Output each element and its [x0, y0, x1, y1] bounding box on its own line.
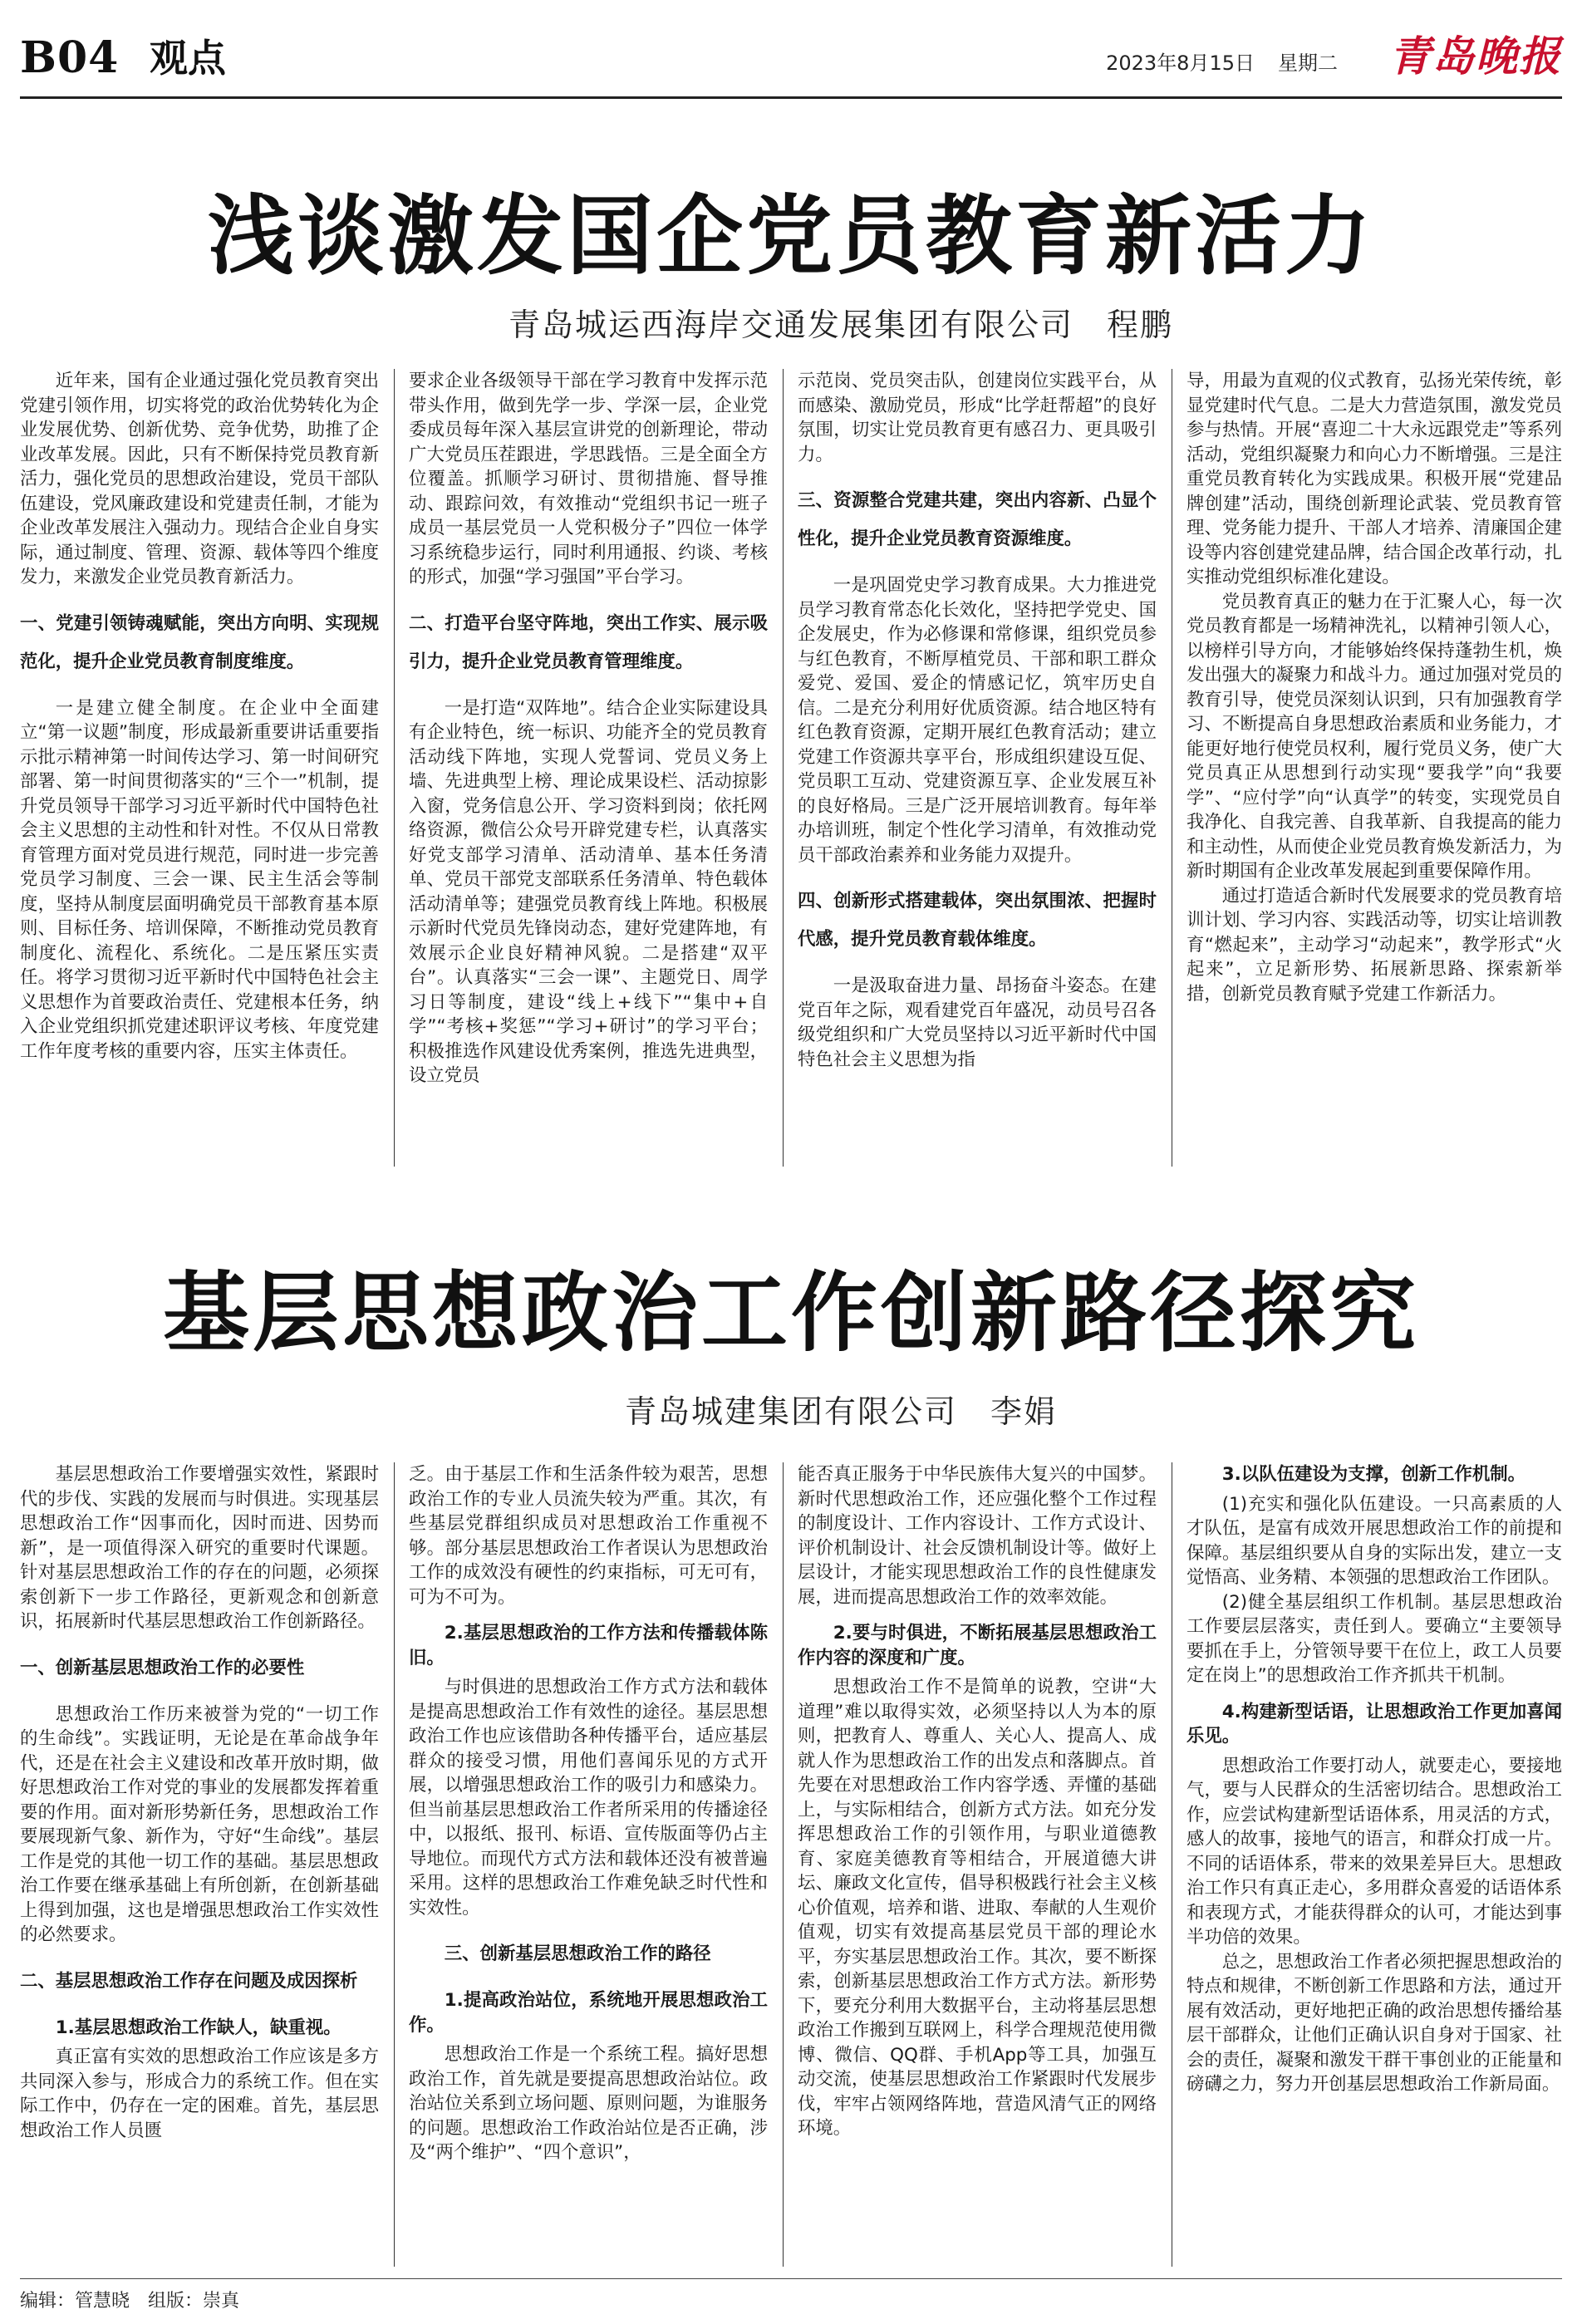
paragraph: 一是巩固党史学习教育成果。大力推进党员学习教育常态化长效化，坚持把学党史、国企发展史，作为必修课和常修课，组织党员参与红色教育，不断厚植党员、干部和职工群众爱党、爱国、爱企的情感记忆，筑牢历史自信。二是充分利用好优质资源。结合地区特有红色教育资源，定期开展红色教育活动；建立党建工作资源共享平台，形成组织建设互促、党员职工互动、党建资源互享、企业发展互补的良好格局。三是广泛开展培训教育。每年举办培训班，制定个性化学习清单，有效推动党员干部政治素养和业务能力双提升。: [798, 575, 1157, 866]
section-heading: 三、创新基层思想政治工作的路径: [444, 1943, 711, 1964]
section-heading: 四、创新形式搭建载体，突出氛围浓、把握时代感，提升党员教育载体维度。: [798, 891, 1157, 950]
page-code: B04: [20, 32, 120, 83]
paragraph: 一是打造“双阵地”。结合企业实际建设具有企业特色，统一标识、功能齐全的党员教育活动线下阵地，实现人党誓词、党员义务上墙、先进典型上榜、理论成果设栏、活动掠影入窗，党务信息公开、学习资料到岗；依托网络资源，微信公众号开辟党建专栏，认真落实好党支部学习清单、活动清单、基本任务清单、党员干部党支部联系任务清单、特色载体活动清单等；建强党员教育线上阵地。积极展示新时代党员先锋岗动态，建好党建阵地，有效展示企业良好精神风貌。二是搭建“双平台”。认真落实“三会一课”、主题党日、周学习日等制度，建设“线上+线下”“集中+自学”“考核+奖惩”“学习+研讨”的学习平台；积极推选作风建设优秀案例，推选先进典型，设立党员: [409, 697, 768, 1086]
section-heading: 一、党建引领铸魂赋能，突出方向明、实现规范化，提升企业党员教育制度维度。: [20, 612, 379, 672]
page-weekday: 星期二: [1278, 52, 1338, 75]
article1-column-2: [409, 369, 768, 1167]
paragraph: 真正富有实效的思想政治工作应该是多方共同深入参与，形成合力的系统工作。但在实际工作中，仍存在一定的困难。首先，基层思想政治工作人员匮: [20, 2046, 379, 2141]
subsection-heading: 3.以队伍建设为支撑，创新工作机制。: [1221, 1464, 1526, 1485]
masthead: [20, 28, 1562, 105]
masthead-rule: [20, 96, 1562, 99]
footer-credits: 编辑：管慧晓 组版：崇真: [20, 2291, 240, 2312]
subsection-heading: 4.构建新型话语，让思想政治工作更加喜闻乐见。: [1186, 1701, 1562, 1747]
article1-byline: 青岛城运西海岸交通发展集团有限公司 程鹏: [508, 307, 1173, 343]
article2-column-1: [20, 1462, 379, 2267]
paragraph: 思想政治工作是一个系统工程。搞好思想政治工作，首先就是要提高思想政治站位。政治站位关系到立场问题、原则问题，为谁服务的问题。思想政治工作政治站位是否正确，涉及“两个维护”、“四个意识”，: [409, 2044, 768, 2163]
subsection-heading: 1.提高政治站位，系统地开展思想政治工作。: [409, 1990, 768, 2036]
paragraph: 与时俱进的思想政治工作方式方法和载体是提高思想政治工作有效性的途径。基层思想政治工作也应该借助各种传播平台，适应基层群众的接受习惯，用他们喜闻乐见的方式开展，以增强思想政治工作的吸引力和感染力。但当前基层思想政治工作者所采用的传播途径中，以报纸、报刊、标语、宣传版面等仍占主导地位。而现代方式方法和载体还没有被普遍采用。这样的思想政治工作难免缺乏时代性和实效性。: [409, 1677, 768, 1919]
paragraph: 一是汲取奋进力量、昂扬奋斗姿态。在建党百年之际，观看建党百年盛况，动员号召各级党组织和广大党员坚持以习近平新时代中国特色社会主义思想为指: [798, 975, 1157, 1070]
subsection-heading: 1.基层思想政治工作缺人，缺重视。: [55, 2017, 341, 2038]
article1-column-4: [1186, 369, 1562, 1167]
paragraph: 示范岗、党员突击队，创建岗位实践平台，从而感染、激励党员，形成“比学赶帮超”的良好氛围，切实让党员教育更有感召力、更具吸引力。: [798, 371, 1157, 465]
article2-column-2: [409, 1462, 768, 2267]
article2-byline: 青岛城建集团有限公司 李娟: [624, 1393, 1057, 1430]
paragraph: 乏。由于基层工作和生活条件较为艰苦，思想政治工作的专业人员流失较为严重。其次，有些基层党群组织成员对思想政治工作重视不够。部分基层思想政治工作者误认为思想政治工作的成效没有硬性的约束指标，可无可有，可为不可为。: [409, 1464, 768, 1608]
column-divider: [783, 1462, 784, 2267]
section-heading: 二、基层思想政治工作存在问题及成因探析: [20, 1970, 358, 1992]
paragraph: 基层思想政治工作要增强实效性，紧跟时代的步伐、实践的发展而与时俱进。实现基层思想政治工作“因事而化，因时而进、因势而新”，是一项值得深入研究的重要时代课题。针对基层思想政治工作的存在的问题，必须探索创新下一步工作路径，更新观念和创新意识，拓展新时代基层思想政治工作创新路径。: [20, 1464, 379, 1632]
column-divider: [394, 1462, 395, 2267]
column-divider: [394, 369, 395, 1167]
section-heading: 一、创新基层思想政治工作的必要性: [20, 1657, 305, 1678]
footer-rule: [20, 2278, 1562, 2279]
page-section: 观点: [150, 36, 226, 81]
subsection-heading: 2.要与时俱进，不断拓展基层思想政治工作内容的深度和广度。: [798, 1623, 1157, 1668]
paragraph: 党员教育真正的魅力在于汇聚人心，每一次党员教育都是一场精神洗礼，以精神引领人心，以榜样引导方向，才能够始终保持蓬勃生机，焕发出强大的凝聚力和战斗力。通过加强对党员的教育引导，使党员深刻认识到，只有加强教育学习、不断提高自身思想政治素质和业务能力，才能更好地行使党员权利，履行党员义务，使广大党员真正从思想到行动实现“要我学”向“我要学”、“应付学”向“认真学”的转变，实现党员自我净化、自我完善、自我革新、自我提高的能力和主动性，从而使企业党员教育焕发新活力，为新时期国有企业改革发展起到重要保障作用。: [1186, 591, 1562, 882]
paragraph: 一是建立健全制度。在企业中全面建立“第一议题”制度，形成最新重要讲话重要指示批示精神第一时间传达学习、第一时间研究部署、第一时间贯彻落实的“三个一”机制，提升党员领导干部学习习近平新时代中国特色社会主义思想的主动性和针对性。不仅从日常教育管理方面对党员进行规范，同时进一步完善党员学习制度、三会一课、民主生活会等制度，坚持从制度层面明确党员干部教育基本原则、目标任务、培训保障，不断推动党员教育制度化、流程化、系统化。二是压紧压实责任。将学习贯彻习近平新时代中国特色社会主义思想作为首要政治责任、党建根本任务，纳入企业党组织抓党建述职评议考核、年度党建工作年度考核的重要内容，压实主体责任。: [20, 697, 379, 1062]
paragraph: (2)健全基层组织工作机制。基层思想政治工作要层层落实，责任到人。要确立“主要领导要抓在手上，分管领导要干在位上，政工人员要定在岗上”的思想政治工作齐抓共干机制。: [1186, 1591, 1562, 1686]
paragraph: 能否真正服务于中华民族伟大复兴的中国梦。新时代思想政治工作，还应强化整个工作过程的制度设计、工作内容设计、工作方式设计、评价机制设计、社会反馈机制设计等。做好上层设计，才能实现思想政治工作的良性健康发展，进而提高思想政治工作的效率效能。: [798, 1464, 1157, 1608]
article2-column-3: [798, 1462, 1157, 2267]
paragraph: 要求企业各级领导干部在学习教育中发挥示范带头作用，做到先学一步、学深一层，企业党委成员每年深入基层宣讲党的创新理论，带动广大党员压茬跟进，学思践悟。三是全面全方位覆盖。抓顺学习研讨、贯彻措施、督导推动、跟踪问效，有效推动“党组织书记一班子成员一基层党员一人党积极分子”四位一体学习系统稳步运行，同时利用通报、约谈、考核的形式，加强“学习强国”平台学习。: [409, 371, 768, 587]
column-divider: [783, 369, 784, 1167]
paragraph: 总之，思想政治工作者必须把握思想政治的特点和规律，不断创新工作思路和方法，通过开展有效活动，更好地把正确的政治思想传播给基层干部群众，让他们正确认识自身对于国家、社会的责任，凝聚和激发干群干事创业的正能量和磅礴之力，努力开创基层思想政治工作新局面。: [1186, 1951, 1562, 2095]
paragraph: 思想政治工作不是简单的说教，空讲“大道理”难以取得实效，必须坚持以人为本的原则，把教育人、尊重人、关心人、提高人、成就人作为思想政治工作的出发点和落脚点。首先要在对思想政治工作内容学透、弄懂的基础上，与实际相结合，创新方式方法。如充分发挥思想政治工作的引领作用，与职业道德教育、家庭美德教育等相结合，开展道德大讲坛、廉政文化宣传，倡导积极践行社会主义核心价值观，培养和谐、进取、奉献的人生观价值观，切实有效提高基层党员干部的理论水平，夯实基层思想政治工作。其次，要不断探索，创新基层思想政治工作方式方法。新形势下，要充分利用大数据平台，主动将基层思想政治工作搬到互联网上，科学合理规范使用微博、微信、QQ群、手机App等工具，加强互动交流，使基层思想政治工作紧跟时代发展步伐，牢牢占领网络阵地，营造风清气正的网络环境。: [798, 1677, 1157, 2139]
article1-column-1: [20, 369, 379, 1167]
section-heading: 二、打造平台坚守阵地，突出工作实、展示吸引力，提升企业党员教育管理维度。: [409, 612, 768, 672]
article2-title: 基层思想政治工作创新路径探究: [162, 1261, 1419, 1363]
section-heading: 三、资源整合党建共建，突出内容新、凸显个性化，提升企业党员教育资源维度。: [798, 490, 1157, 549]
paragraph: 思想政治工作历来被誉为党的“一切工作的生命线”。实践证明，无论是在革命战争年代，还是在社会主义建设和改革开放时期，做好思想政治工作对党的事业的发展都发挥着重要的作用。面对新形势新任务，思想政治工作要展现新气象、新作为，守好“生命线”。基层工作是党的其他一切工作的基础。基层思想政治工作要在继承基础上有所创新，在创新基础上得到加强，这也是增强思想政治工作实效性的必然要求。: [20, 1703, 379, 1945]
paragraph: 通过打造适合新时代发展要求的党员教育培训计划、学习内容、实践活动等，切实让培训教育“燃起来”，主动学习“动起来”，教学形式“火起来”，立足新形势、拓展新思路、探索新举措，创新党员教育赋予党建工作新活力。: [1186, 885, 1562, 1005]
paragraph: 导，用最为直观的仪式教育，弘扬光荣传统，彰显党建时代气息。二是大力营造氛围，激发党员参与热情。开展“喜迎二十大永远跟党走”等系列活动，党组织凝聚力和向心力不断增强。三是注重党员教育转化为实践成果。积极开展“党建品牌创建”活动，围绕创新理论武装、党员教育管理、党务能力提升、干部人才培养、清廉国企建设等内容创建党建品牌，结合国企改革行动，扎实推动党组织标准化建设。: [1186, 371, 1562, 587]
paragraph: 思想政治工作要打动人，就要走心，要接地气，要与人民群众的生活密切结合。思想政治工作，应尝试构建新型话语体系，用灵活的方式，感人的故事，接地气的语言，和群众打成一片。不同的话语体系，带来的效果差异巨大。思想政治工作只有真正走心，多用群众喜爱的话语体系和表现方式，才能获得群众的认可，才能达到事半功倍的效果。: [1186, 1755, 1562, 1948]
article1-column-3: [798, 369, 1157, 1167]
article2-column-4: [1186, 1462, 1562, 2267]
page-date: 2023年8月15日: [1106, 52, 1255, 75]
article1-title: 浅谈激发国企党员教育新活力: [207, 184, 1374, 287]
paper-logo: 青岛晚报: [1389, 32, 1562, 81]
paragraph: (1)充实和强化队伍建设。一只高素质的人才队伍，是富有成效开展思想政治工作的前提和保障。基层组织要从自身的实际出发，建立一支觉悟高、业务精、本领强的思想政治工作团队。: [1186, 1493, 1562, 1588]
subsection-heading: 2.基层思想政治的工作方法和传播载体陈旧。: [409, 1623, 768, 1668]
paragraph: 近年来，国有企业通过强化党员教育突出党建引领作用，切实将党的政治优势转化为企业发展优势、创新优势、竞争优势，助推了企业改革发展。因此，只有不断保持党员教育新活力，强化党员的思想政治建设，党员干部队伍建设，党风廉政建设和党建责任制，才能为企业改革发展注入强动力。现结合企业自身实际，通过制度、管理、资源、载体等四个维度发力，来激发企业党员教育新活力。: [20, 371, 379, 587]
